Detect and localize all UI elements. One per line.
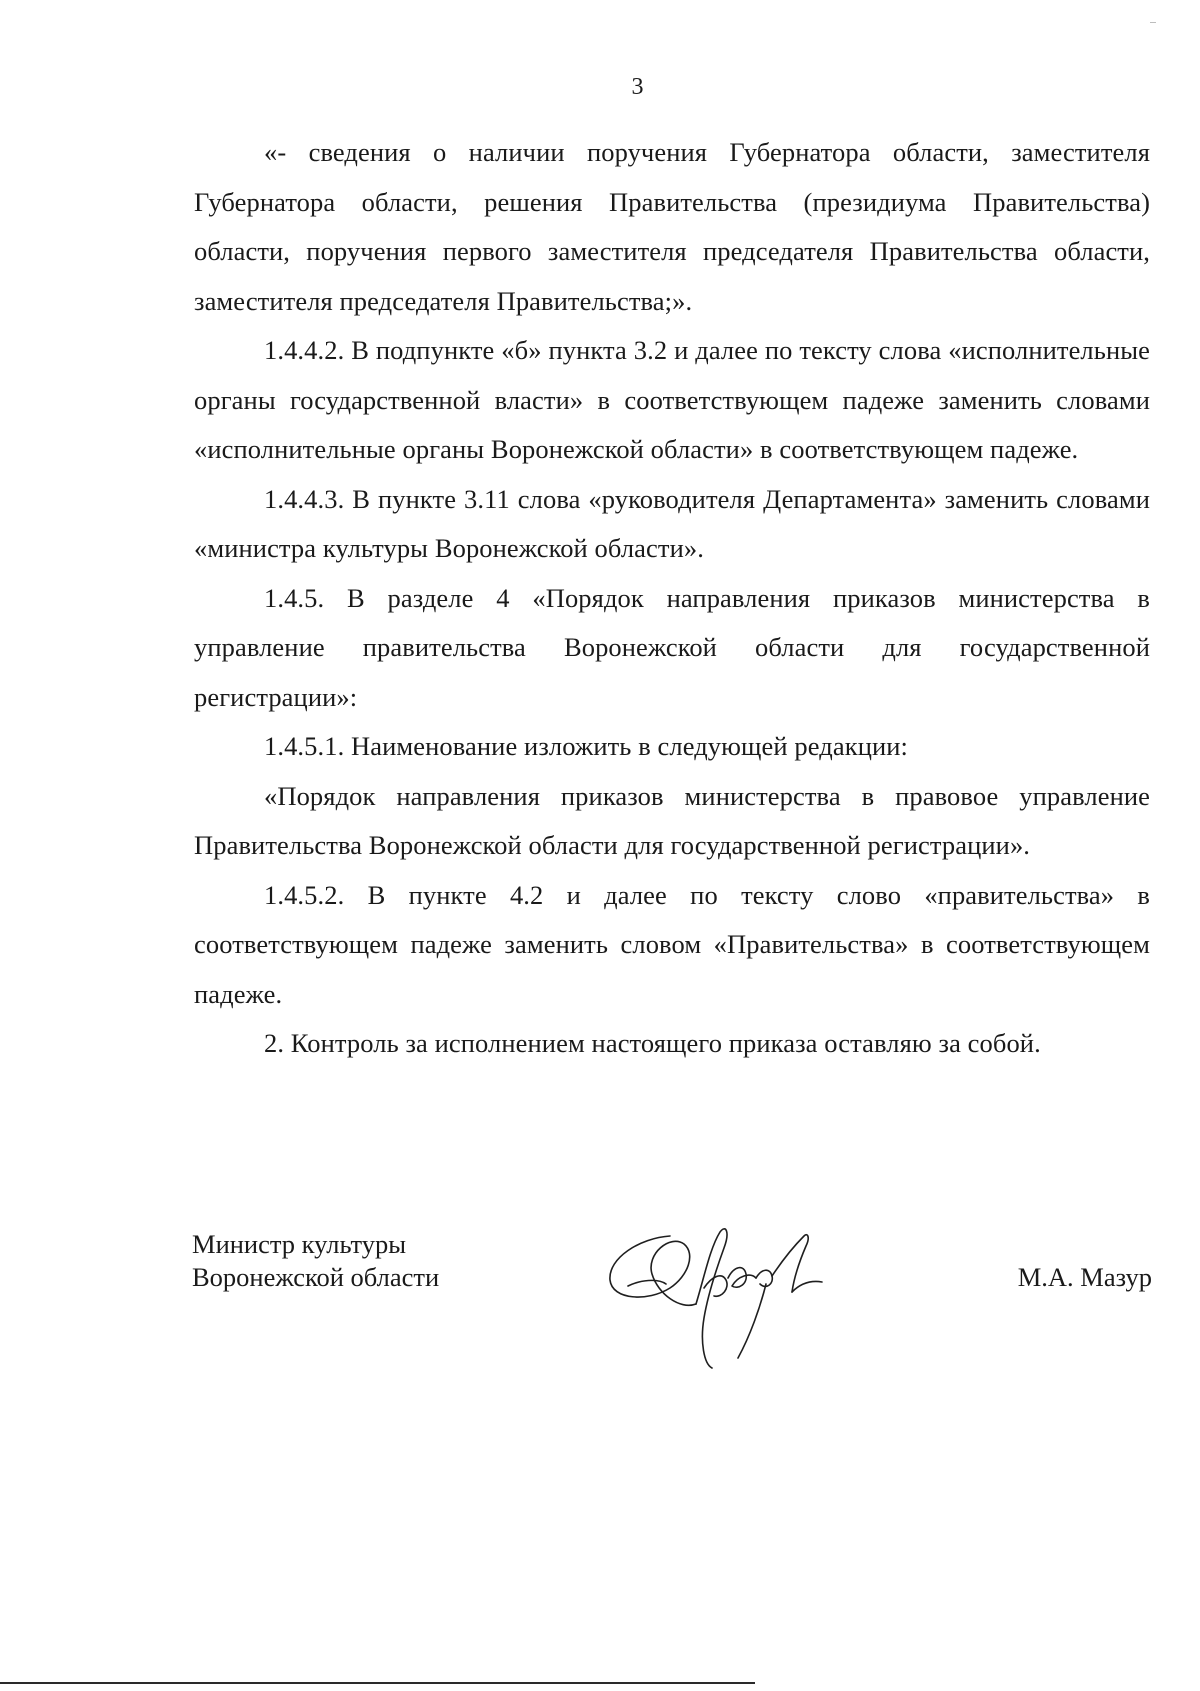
scan-edge-line bbox=[0, 1682, 755, 1684]
paragraph-1-4-4-3: 1.4.4.3. В пункте 3.11 слова «руководителя Департамента» заменить словами «министра культуры Воронежской области». bbox=[194, 483, 1150, 563]
paragraph-1-4-5-2: 1.4.5.2. В пункте 4.2 и далее по тексту слово «правительства» в соответствующем падеже заменить словом «Правительства» в соответствующем падеже. bbox=[194, 879, 1150, 1009]
paragraph-control: 2. Контроль за исполнением настоящего приказа оставляю за собой. bbox=[264, 1028, 1041, 1058]
paragraph-1-4-5-1: 1.4.5.1. Наименование изложить в следующей редакции: bbox=[264, 731, 909, 761]
paragraph-governor-instructions: «- сведения о наличии поручения Губернатора области, заместителя Губернатора области, решения Правительства (президиума Правительства) области, поручения первого заместителя председателя Правительства области, заместителя председателя Правительства;». bbox=[194, 137, 1150, 316]
signature-block bbox=[192, 1228, 1152, 1388]
paragraph-1-4-5: 1.4.5. В разделе 4 «Порядок направления приказов министерства в управление правительства Воронежской области для государственной регистрации»: bbox=[194, 582, 1150, 712]
signer-name: М.А. Мазур bbox=[1017, 1262, 1152, 1292]
signer-title-line-2: Воронежской области bbox=[192, 1262, 440, 1292]
document-body bbox=[194, 128, 1150, 1069]
signer-title-line-1: Министр культуры bbox=[192, 1229, 407, 1259]
paragraph-new-title: «Порядок направления приказов министерства в правовое управление Правительства Воронежской области для государственной регистрации». bbox=[194, 780, 1150, 860]
scan-artifact bbox=[1150, 22, 1156, 23]
page-number: 3 bbox=[631, 74, 644, 100]
signer-title bbox=[192, 1228, 439, 1294]
paragraph-1-4-4-2: 1.4.4.2. В подпункте «б» пункта 3.2 и далее по тексту слова «исполнительные органы государственной власти» в соответствующем падеже заменить словами «исполнительные органы Воронежской области» в соответствующем падеже. bbox=[194, 335, 1150, 464]
handwritten-signature bbox=[600, 1218, 845, 1378]
